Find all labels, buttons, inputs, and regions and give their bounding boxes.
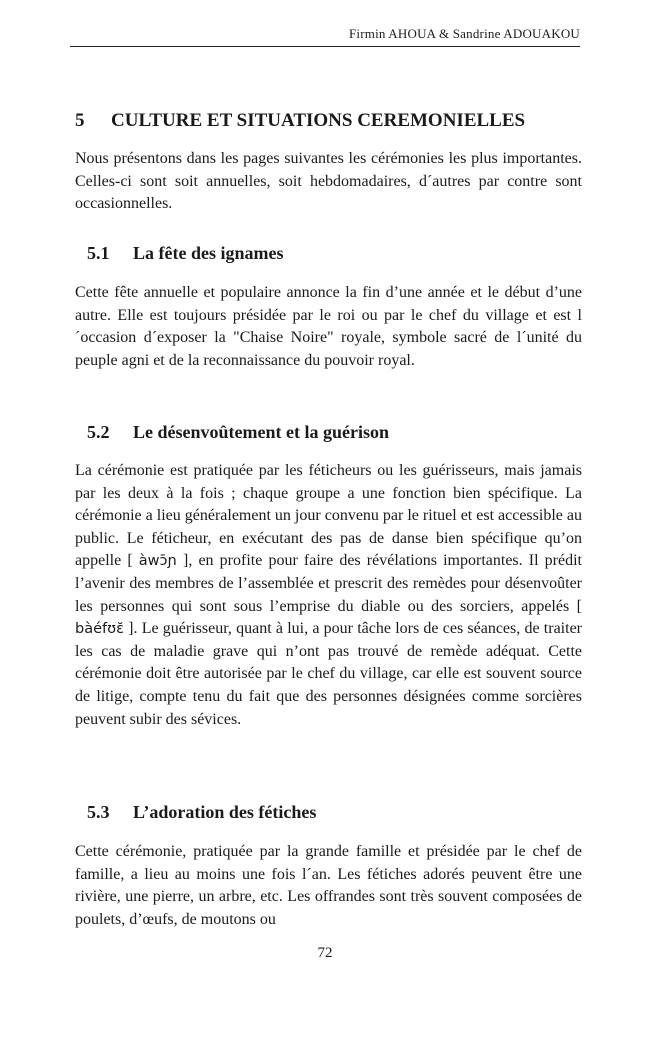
phonetic-term: bàéfʊɛ̆ [75,621,124,638]
section-title [75,110,585,132]
subsection-title-5-3 [87,802,587,823]
subsection-title-text: La fête des ignames [133,243,284,263]
phonetic-term: àwɔ̄ɲ [138,553,177,570]
subsection-paragraph-5-3: Cette cérémonie, pratiquée par la grande famille et présidée par le chef de famille, a lieu au moins une fois l´an. Les fétiches adorés peuvent être une rivière, une pierre, un arbre, etc. Les offrandes sont très souvent composées de poulets, d’œufs, de moutons ou [75,843,582,928]
subsection-number: 5.2 [87,422,110,442]
subsection-number: 5.1 [87,243,110,263]
subsection-paragraph-5-1: Cette fête annuelle et populaire annonce la fin d’une année et le début d’une autre. Elle est toujours présidée par le roi ou par le chef du village et est l´occasion d´exposer la "Chaise Noire" royale, symbole sacré de l´unité du peuple agni et de la reconnaissance du pouvoir royal. [75,284,582,369]
running-header: Firmin AHOUA & Sandrine ADOUAKOU [348,26,580,41]
section-number: 5 [75,110,85,131]
header-rule [70,46,580,47]
subsection-paragraph-5-2 [75,460,582,731]
subsection-title-text: L’adoration des fétiches [133,802,317,822]
subsection-title-text: Le désenvoûtement et la guérison [133,422,389,442]
page-number: 72 [317,945,333,961]
paragraph-text: ]. Le guérisseur, quant à lui, a pour tâche lors de ces séances, de traiter les cas de maladie grave qui n’ont pas trouvé de remède adéquat. Cette cérémonie doit être autorisée par le chef du village, car elle est souvent source de litige, compte tenu du fait que des personnes désignées comme sorcières peuvent subir des sévices. [75,620,582,728]
section-intro: Nous présentons dans les pages suivantes les cérémonies les plus importantes. Celles-ci sont soit annuelles, soit hebdomadaires, d´autres par contre sont occasionnelles. [75,150,582,213]
paragraph-text: La cérémonie est pratiquée par les féticheurs ou les guérisseurs, mais jamais par les deux à la fois ; chaque groupe a une fonction bien spécifique. La cérémonie a lieu généralement un jour convenu par le rituel et est accessible au public. Le féticheur, en exécutant des pas de danse bien spécifique qu’on appelle [ [75,462,582,570]
subsection-number: 5.3 [87,802,110,822]
subsection-title-5-1 [87,243,587,264]
paragraph-text: ], en profite pour faire des révélations importantes. Il prédit l’avenir des membres de l’assemblée et prescrit des remèdes pour désenvoûter les personnes qui sont sous l’emprise du diable ou des sorciers, appelés [ [75,552,582,615]
section-title-text: CULTURE ET SITUATIONS CEREMONIELLES [111,110,526,131]
subsection-title-5-2 [87,422,587,443]
